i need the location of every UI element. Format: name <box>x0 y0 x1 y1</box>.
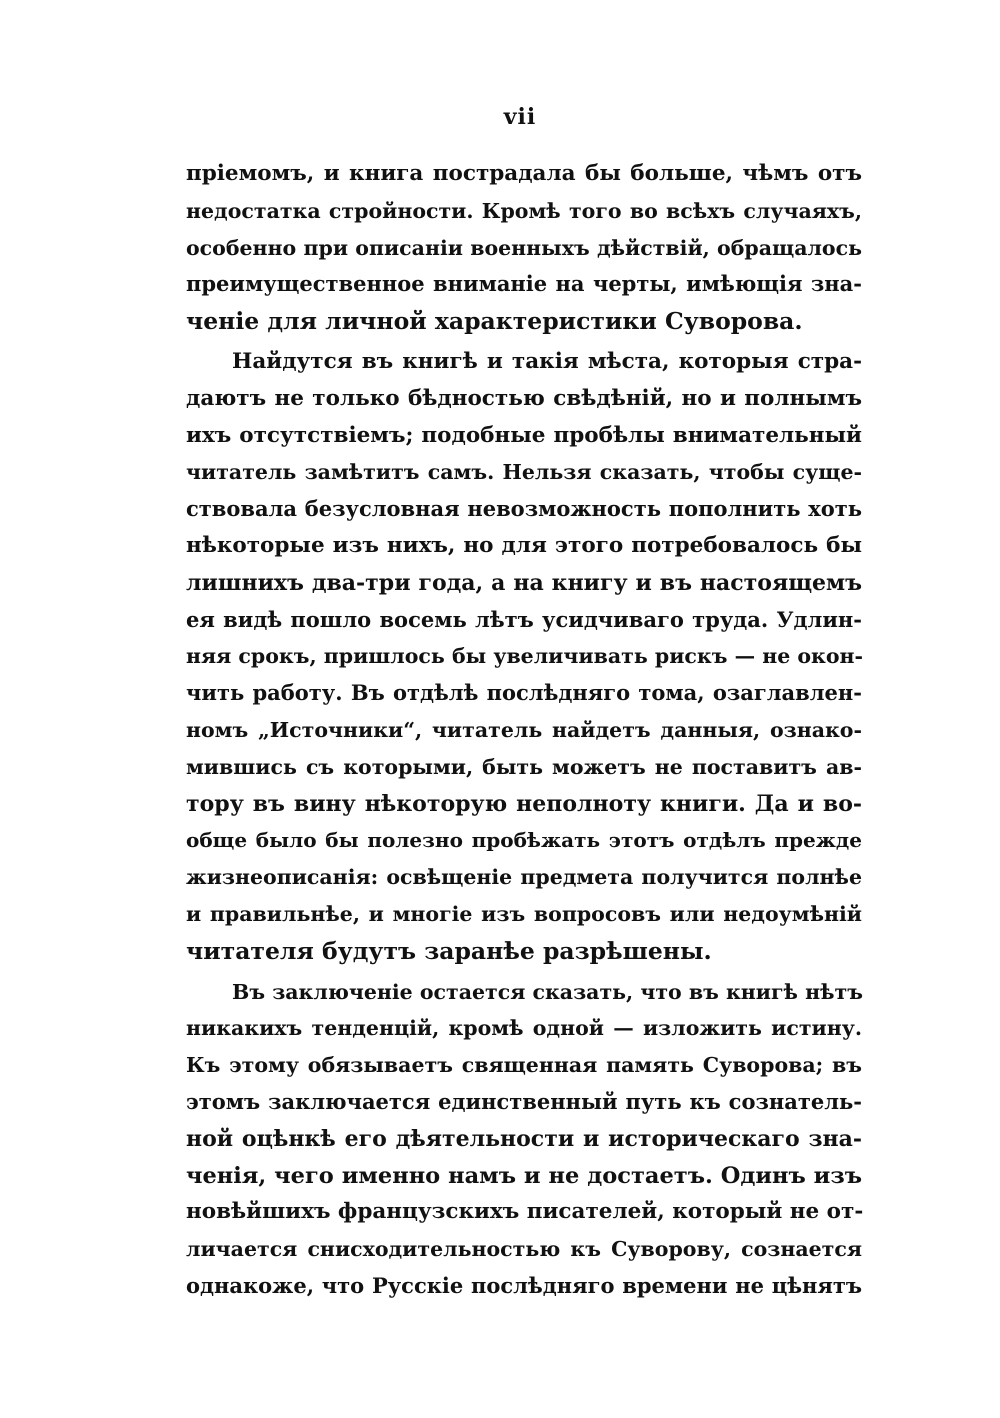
body-text <box>186 156 862 1305</box>
text-line: этомъ заключается единственный путь къ сознатель- <box>186 1088 862 1114</box>
text-line: особенно при описаніи военныхъ дѣйствій, обращалось <box>186 235 862 260</box>
text-line: и правильнѣе, и многіе изъ вопросовъ или недоумѣній <box>186 901 862 926</box>
text-line: ченія, чего именно намъ и не достаетъ. Одинъ изъ <box>186 1162 862 1189</box>
text-line: обще было бы полезно пробѣжать этотъ отдѣлъ прежде <box>186 828 862 853</box>
text-line: чить работу. Въ отдѣлѣ послѣдняго тома, озаглавлен- <box>186 680 862 706</box>
text-line: жизнеописанія: освѣщеніе предмета получится полнѣе <box>186 865 862 890</box>
text-line: личается снисходительностью къ Суворову, сознается <box>186 1237 862 1262</box>
text-line: ея видѣ пошло восемь лѣтъ усидчиваго труда. Удлин- <box>186 606 862 632</box>
text-line: никакихъ тенденцій, кромѣ одной — изложить истину. <box>186 1016 862 1041</box>
paragraph-3 <box>186 974 862 1305</box>
text-line: ствовала безусловная невозможность пополнить хоть <box>186 496 862 522</box>
paragraph-1 <box>186 156 862 340</box>
text-line: няя срокъ, пришлось бы увеличивать рискъ — не окон- <box>186 644 864 669</box>
text-line: ной оцѣнкѣ его дѣятельности и историческаго зна- <box>186 1125 862 1152</box>
text-line: даютъ не только бѣдностью свѣдѣній, но и полнымъ <box>186 385 862 411</box>
text-line: пріемомъ, и книга пострадала бы больше, чѣмъ отъ <box>186 161 862 186</box>
paragraph-2 <box>186 344 862 970</box>
text-line: однакоже, что Русскіе послѣдняго времени не цѣнятъ <box>186 1272 862 1298</box>
text-line: ихъ отсутствіемъ; подобные пробѣлы внимательный <box>186 422 862 448</box>
text-line: Въ заключеніе остается сказать, что въ книгѣ нѣтъ <box>232 979 863 1004</box>
text-line: новѣйшихъ французскихъ писателей, который не от- <box>186 1199 864 1225</box>
text-line: тору въ вину нѣкоторую неполноту книги. Да и во- <box>186 790 862 817</box>
text-line: лишнихъ два-три года, а на книгу и въ настоящемъ <box>186 569 862 596</box>
text-line: Къ этому обязываетъ священная память Суворова; въ <box>186 1053 862 1078</box>
text-line: недостатка стройности. Кромѣ того во всѣхъ случаяхъ, <box>186 198 862 223</box>
text-line: ченіе для личной характеристики Суворова. <box>186 307 803 336</box>
text-line: читатель замѣтитъ самъ. Нельзя сказать, чтобы суще- <box>186 460 862 485</box>
text-line: мившись съ которыми, быть можетъ не поставитъ ав- <box>186 754 862 779</box>
text-line: преимущественное вниманіе на черты, имѣющія зна- <box>186 271 862 297</box>
text-line: нѣкоторые изъ нихъ, но для этого потребовалось бы <box>186 532 862 558</box>
page-number: vii <box>503 104 537 130</box>
text-line: Найдутся въ книгѣ и такія мѣста, которыя стра- <box>232 348 862 374</box>
text-line: читателя будутъ заранѣе разрѣшены. <box>186 936 712 965</box>
text-line: номъ „Источники“, читатель найдетъ данныя, ознако- <box>186 717 862 742</box>
